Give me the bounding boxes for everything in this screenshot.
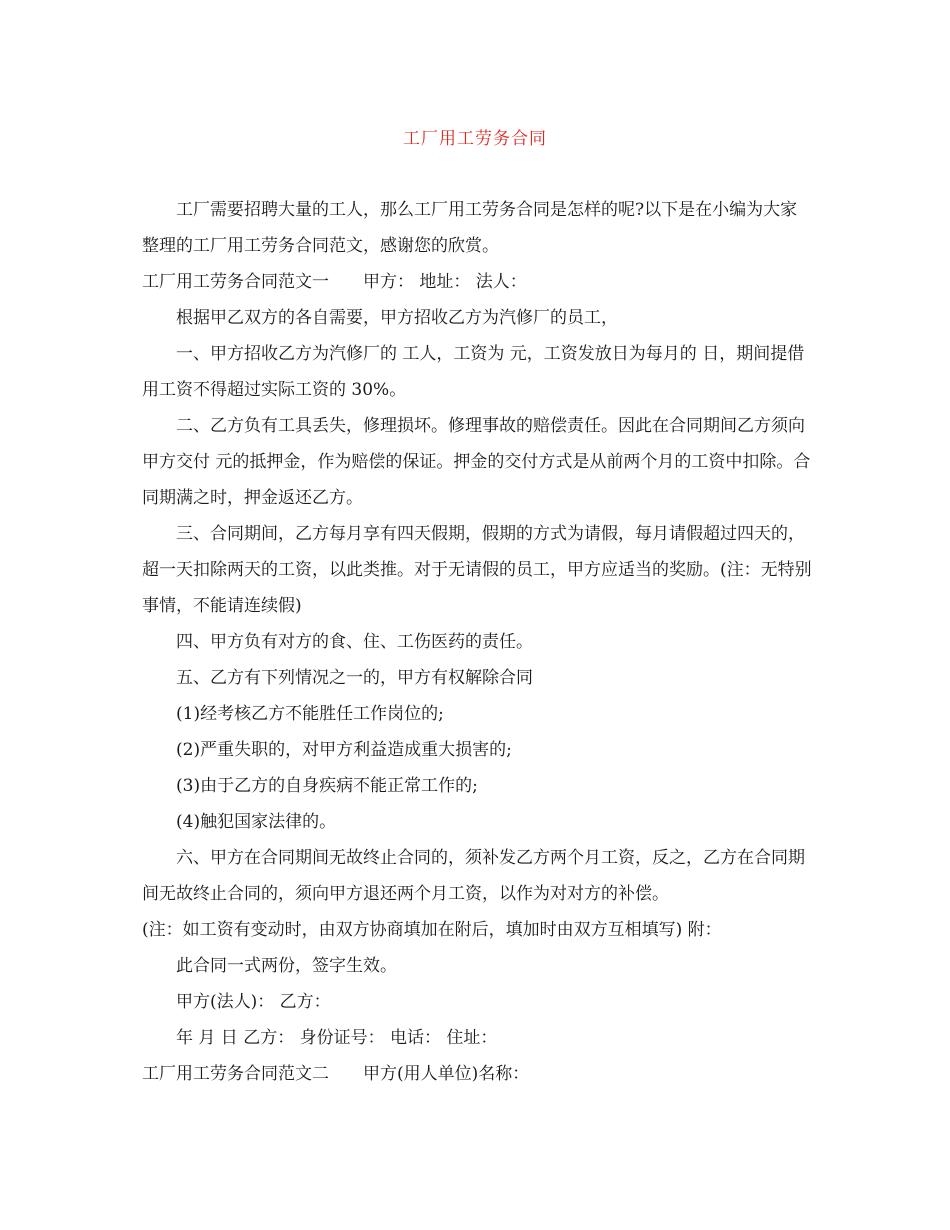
clause-1: 一、甲方招收乙方为汽修厂的 工人，工资为 元，工资发放日为每月的 日，期间提借用工资不得超过实际工资的 30%。 <box>142 344 805 400</box>
list-item-1: (1)经考核乙方不能胜任工作岗位的; <box>176 704 444 724</box>
signature-line: 甲方(法人)： 乙方： <box>176 992 331 1012</box>
date-line: 年 月 日 乙方： 身份证号： 电话： 住址： <box>176 1028 498 1048</box>
clause-6: 六、甲方在合同期间无故终止合同的，须补发乙方两个月工资，反之，乙方在合同期间无故终止合同的，须向甲方退还两个月工资，以作为对对方的补偿。 <box>142 848 805 904</box>
sample2-heading: 工厂用工劳务合同范文二 <box>142 1064 329 1084</box>
clause-4: 四、甲方负有对方的食、住、工伤医药的责任。 <box>176 632 533 652</box>
list-item-3: (3)由于乙方的自身疾病不能正常工作的; <box>176 776 478 796</box>
sample1-heading: 工厂用工劳务合同范文一 <box>142 272 329 292</box>
note-line: (注：如工资有变动时，由双方协商填加在附后，填加时由双方互相填写) 附： <box>142 920 722 940</box>
effect-line: 此合同一式两份，签字生效。 <box>176 956 397 976</box>
sample1-heading-line <box>142 264 814 300</box>
sample2-heading-line <box>142 1056 814 1092</box>
clause-5: 五、乙方有下列情况之一的，甲方有权解除合同 <box>176 668 533 688</box>
clause-2: 二、乙方负有工具丢失，修理损坏。修理事故的赔偿责任。因此在合同期间乙方须向甲方交付 元的抵押金，作为赔偿的保证。押金的交付方式是从前两个月的工资中扣除。合同期满之时，押金返还乙方。 <box>142 416 811 508</box>
sample2-party-line: 甲方(用人单位)名称： <box>363 1064 530 1084</box>
document-title: 工厂用工劳务合同 <box>403 129 547 149</box>
clause-3: 三、合同期间，乙方每月享有四天假期，假期的方式为请假，每月请假超过四天的，超一天扣除两天的工资，以此类推。对于无请假的员工，甲方应适当的奖励。(注：无特别事情，不能请连续假) <box>142 524 812 616</box>
need-paragraph: 根据甲乙双方的各自需要，甲方招收乙方为汽修厂的员工， <box>176 308 618 328</box>
list-item-4: (4)触犯国家法律的。 <box>176 812 337 832</box>
list-item-2: (2)严重失职的，对甲方利益造成重大损害的; <box>176 740 512 760</box>
document-body <box>142 192 814 1092</box>
intro-paragraph: 工厂需要招聘大量的工人，那么工厂用工劳务合同是怎样的呢?以下是在小编为大家整理的工厂用工劳务合同范文，感谢您的欣赏。 <box>142 200 798 256</box>
sample1-party-line: 甲方： 地址： 法人： <box>363 272 527 292</box>
